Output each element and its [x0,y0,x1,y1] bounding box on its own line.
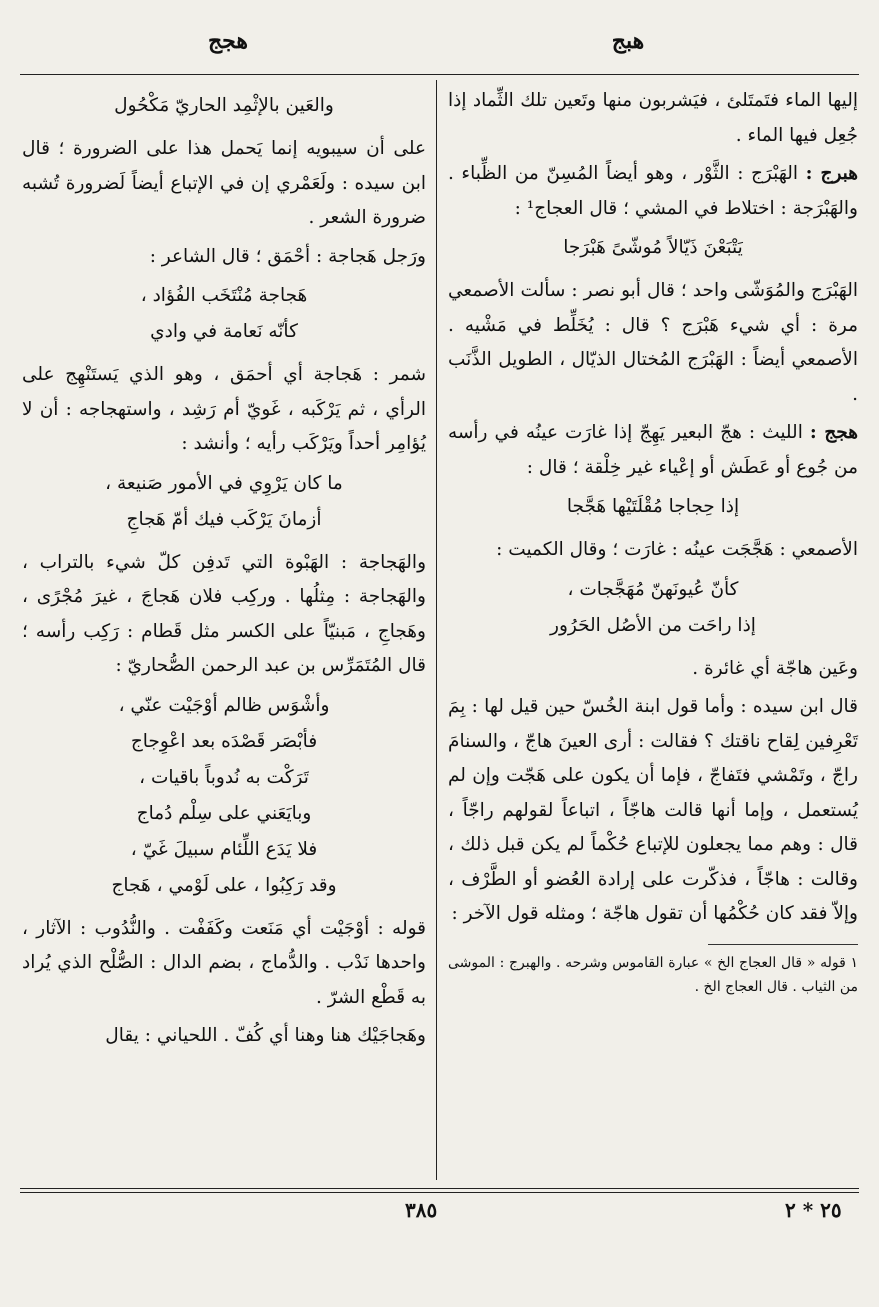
verse [448,572,858,644]
signature-mark: ٢٥ * ٢ [785,1198,842,1222]
paragraph: الأصمعي : هَجَّجَت عينُه : غارَت ؛ وقال الكميت : [496,539,858,560]
verse-line: إذا راحَت من الأصُل الحَرُور [550,614,756,636]
verse [448,489,858,525]
verse-line: هَجاجة مُنْتَخَب الفُؤاد ، [140,285,308,306]
verse-line: فأبْصَر قَصْدَه بعد اعْوِجاج [130,730,318,752]
paragraph: الهَبْرَج والمُوَشّى واحد ؛ قال أبو نصر : سألت الأصمعي مرة : أي شيء هَبْرَج ؟ قال : يُخَلِّط في مَشْيه . الأصمعي أيضاً : الهَبْرَج المُختال الذيّال ، الطويل الذَّنَب . [448,280,858,405]
verse-line: أزمانَ يَرْكَب فيك أمّ هَجاجِ [126,508,322,530]
footnote-rule [708,944,858,945]
footer-rule-thin [20,1192,859,1193]
paragraph: على أن سيبويه إنما يَحمل هذا على الضرورة ؛ قال ابن سيده : ولَعَمْري إن في الإتباع أيضاً لَضرورة تُشبه ضرورة الشعر . [22,138,426,228]
page-number: ٣٨٥ [405,1198,438,1222]
entry-hbrj [448,157,858,226]
right-column [448,84,858,1003]
verse [448,230,858,266]
verse-line: يَتْبَعْنَ ذَيّالاً مُوشّىً هَبْرَجا [563,237,743,258]
verse [22,466,426,538]
headword: هجج : [809,422,858,443]
footnote: ١ قوله « قال العجاج الخ » عبارة القاموس وشرحه . والهبرج : الموشى من الثياب . قال العجاج الخ . [448,954,858,995]
paragraph: إليها الماء فتَمتَلئ ، فيَشربون منها وتَعين تلك الثِّماد إذا جُعِل فيها الماء . [448,90,858,146]
running-head-right: هبج [611,28,645,54]
verse-line: والعَين بالإثْمِد الحاريّ مَكْحُول [114,95,334,116]
verse-line: وقد رَكِبُوا ، على لَوْمي ، هَجاج [111,874,337,896]
entry-text: الهَبْرَج : الثَّوْر ، وهو أيضاً المُسِنّ من الظِّباء . والهَبْرَجة : اختلاط في المشي ؛ قال العجاج¹ : [448,163,858,219]
verse [22,278,426,350]
verse-line: فلا يَدَع اللِّئام سبيلَ غَيّ ، [130,838,318,860]
running-head-left: هجج [207,28,248,54]
entry-hjj [448,416,858,485]
entry-text: الليث : هجّ البعير يَهِجّ إذا غارَت عينُه في رأسه من جُوع أو عَطَش أو إعْياء غير خِلْقة ؛ قال : [448,422,858,478]
paragraph: والهَجاجة : الهَبْوة التي تَدفِن كلّ شيء بالتراب ، والهَجاجة : مِثلُها . وركِب فلان هَجاجَ ، غيرَ مُجْرًى ، وهَجاجِ ، مَبنيّاً على الكسر مثل قَطام : رَكِب رأسه ؛ قال المُتَمَرِّس بن عبد الرحمن الصُّحاريّ : [22,551,426,676]
verse [22,88,426,124]
verse [22,688,426,904]
column-divider [436,80,437,1180]
verse-line: وبايَعَني على سِلْم دُماج [136,802,312,824]
verse-line: ما كان يَرْوِي في الأمور صَنيعة ، [105,472,343,494]
left-column [22,84,426,1058]
paragraph: قوله : أوْجَيْت أي مَنَعت وكَفَفْت . والنُّدُوب : الآثار ، واحدها نَدْب . والدُّماج ، بضم الدال : الصُّلْح الذي يُراد به قَطْع الشرّ . [22,917,426,1008]
verse-line: إذا حِجاجا مُقْلَتَيْها هَجَّجا [566,496,740,517]
paragraph: قال ابن سيده : وأما قول ابنة الخُسّ حين قيل لها : بِمَ تَعْرِفين لِقاح ناقتك ؟ فقالت : أرى العينَ هاجّ ، والسنامَ راجّ ، وتَمْشي فتَفاجّ ، فإما أن يكون على هَجّت وإن لم يُستعمل ، وإما أنها قالت هاجّاً ، اتباعاً لقولهم راجّاً ، قال : وهم مما يجعلون للإتباع حُكْماً لم يكن قبل ذلك ، وقالت : هاجّاً ، فذكّرت على إرادة العُضو أو الطَّرْف ، وإلاّ فقد كان حُكْمُها أن تقول هاجّة ؛ ومثله قول الآخر : [448,696,858,924]
paragraph: وعَين هاجّة أي غائرة . [692,657,858,679]
paragraph: شمر : هَجاجة أي أحمَق ، وهو الذي يَستَنْهِج على الرأي ، ثم يَرْكَبه ، غَويّ أم رَشِد ، واستهجاجه : أن لا يُؤامِر أحداً ويَرْكَب رأيه ؛ وأنشد : [22,364,426,454]
paragraph: وهَجاجَيْك هنا وهنا أي كُفّ . اللحياني : يقال [105,1025,426,1046]
verse-line: وأشْوَس ظالم أوْجَيْت عنّي ، [118,694,330,716]
paragraph: ورَجل هَجاجة : أحْمَق ؛ قال الشاعر : [149,245,426,267]
verse-line: كأنّ عُيونَهنّ مُهَجَّجات ، [567,578,739,600]
verse-line: كأنّه نَعامة في وادي [150,321,298,342]
footer-rule [20,1188,859,1189]
verse-line: تَرَكْت به نُدوباً باقيات ، [139,766,309,788]
headword: هبرج : [805,163,858,184]
header-rule [20,74,859,75]
